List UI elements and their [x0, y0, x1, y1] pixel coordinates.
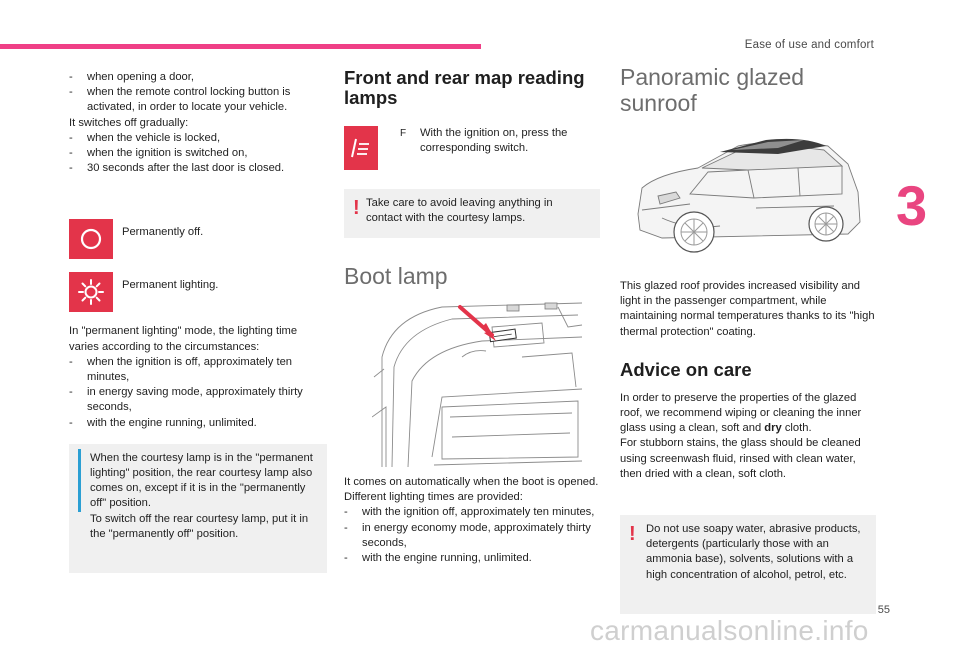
warning-icon: !	[353, 197, 360, 219]
lamp-off-icon	[69, 219, 113, 259]
care-paragraph: In order to preserve the properties of the glazed roof, we recommend wiping or cleaning the inner glass using a clean, soft and dry cloth.	[620, 391, 862, 435]
sunroof-title: Panoramic glazed sunroof	[620, 64, 805, 116]
header-accent-bar	[0, 44, 481, 49]
care-warning-text: Do not use soapy water, abrasive products, detergents (particularly those with an ammonia base), solvents, solutions with a high concentration of alcohol, petrol, etc.	[646, 523, 861, 581]
boot-paragraph-2: Different lighting times are provided:	[344, 491, 523, 504]
info-note	[69, 444, 327, 573]
lamp-off-row	[69, 219, 327, 259]
list-item: - when opening a door,	[69, 71, 194, 83]
list-item: - with the engine running, unlimited.	[69, 416, 257, 429]
list-item: - with the engine running, unlimited.	[344, 552, 532, 565]
switch-off-list	[69, 131, 327, 177]
page-number: 55	[877, 604, 890, 616]
list-item: - in energy economy mode, approximately thirty seconds,	[344, 521, 591, 549]
map-lamp-icon	[344, 126, 378, 170]
info-note-text-2: To switch off the rear courtesy lamp, put it in the "permanently off" position.	[90, 512, 309, 540]
lamp-on-row	[69, 272, 327, 312]
chapter-number: 3	[896, 174, 928, 237]
section-title: Ease of use and comfort	[744, 39, 874, 51]
map-warning-note	[344, 189, 600, 238]
lamp-on-label: Permanent lighting.	[122, 279, 219, 292]
boot-list	[344, 505, 600, 566]
switch-off-title: It switches off gradually:	[69, 116, 189, 129]
sunroof-paragraph: This glazed roof provides increased visibility and light in the passenger compartment, while maintaining normal temperatures thanks to its "high thermal protection" coating.	[620, 280, 875, 338]
care-paragraph-2: For stubborn stains, the glass should be cleaned using screenwash fluid, rinsed with clean water, then dried with a clean, soft cloth.	[620, 437, 861, 480]
care-title: Advice on care	[620, 358, 752, 380]
map-lamps-title: Front and rear map reading lamps	[344, 67, 585, 108]
boot-lamp-illustration	[372, 297, 586, 469]
lamp-on-icon	[69, 272, 113, 312]
list-item: - with the ignition off, approximately ten minutes,	[344, 506, 595, 519]
permanent-list	[69, 355, 327, 431]
info-note-text: When the courtesy lamp is in the "permanent lighting" position, the rear courtesy lamp also comes on, except if it is in the "permanently off" position.	[90, 451, 313, 510]
list-item: - when the ignition is off, approximately ten minutes,	[69, 355, 293, 384]
list-item: - when the vehicle is locked,	[69, 131, 221, 144]
warning-icon: !	[629, 523, 636, 546]
info-bar	[78, 452, 81, 512]
column-2	[344, 68, 600, 566]
list-item: - when the ignition is switched on,	[69, 147, 248, 160]
permanent-paragraph: In "permanent lighting" mode, the lighting time varies according to the circumstances:	[69, 325, 298, 353]
lamp-off-label: Permanently off.	[122, 226, 204, 239]
car-sunroof-illustration	[628, 134, 868, 254]
list-item: - in energy saving mode, approximately thirty seconds,	[69, 386, 303, 414]
column-3	[620, 64, 876, 614]
emphasis-dry: dry	[764, 422, 782, 435]
column-1	[69, 70, 327, 573]
boot-lamp-title: Boot lamp	[344, 263, 448, 289]
boot-paragraph-1: It comes on automatically when the boot is opened.	[344, 476, 599, 488]
care-warning-note	[620, 515, 876, 614]
watermark: carmanualsonline.info	[590, 615, 869, 646]
list-item: - when the remote control locking button is activated, in order to locate your vehicle.	[69, 86, 291, 114]
map-lamp-row	[344, 126, 600, 173]
map-instruction: With the ignition on, press the corresponding switch.	[420, 127, 568, 155]
list-item: - 30 seconds after the last door is closed.	[69, 162, 285, 175]
map-warning-text: Take care to avoid leaving anything in contact with the courtesy lamps.	[366, 197, 553, 225]
intro-list	[69, 70, 327, 116]
instruction-marker: F	[400, 128, 407, 139]
